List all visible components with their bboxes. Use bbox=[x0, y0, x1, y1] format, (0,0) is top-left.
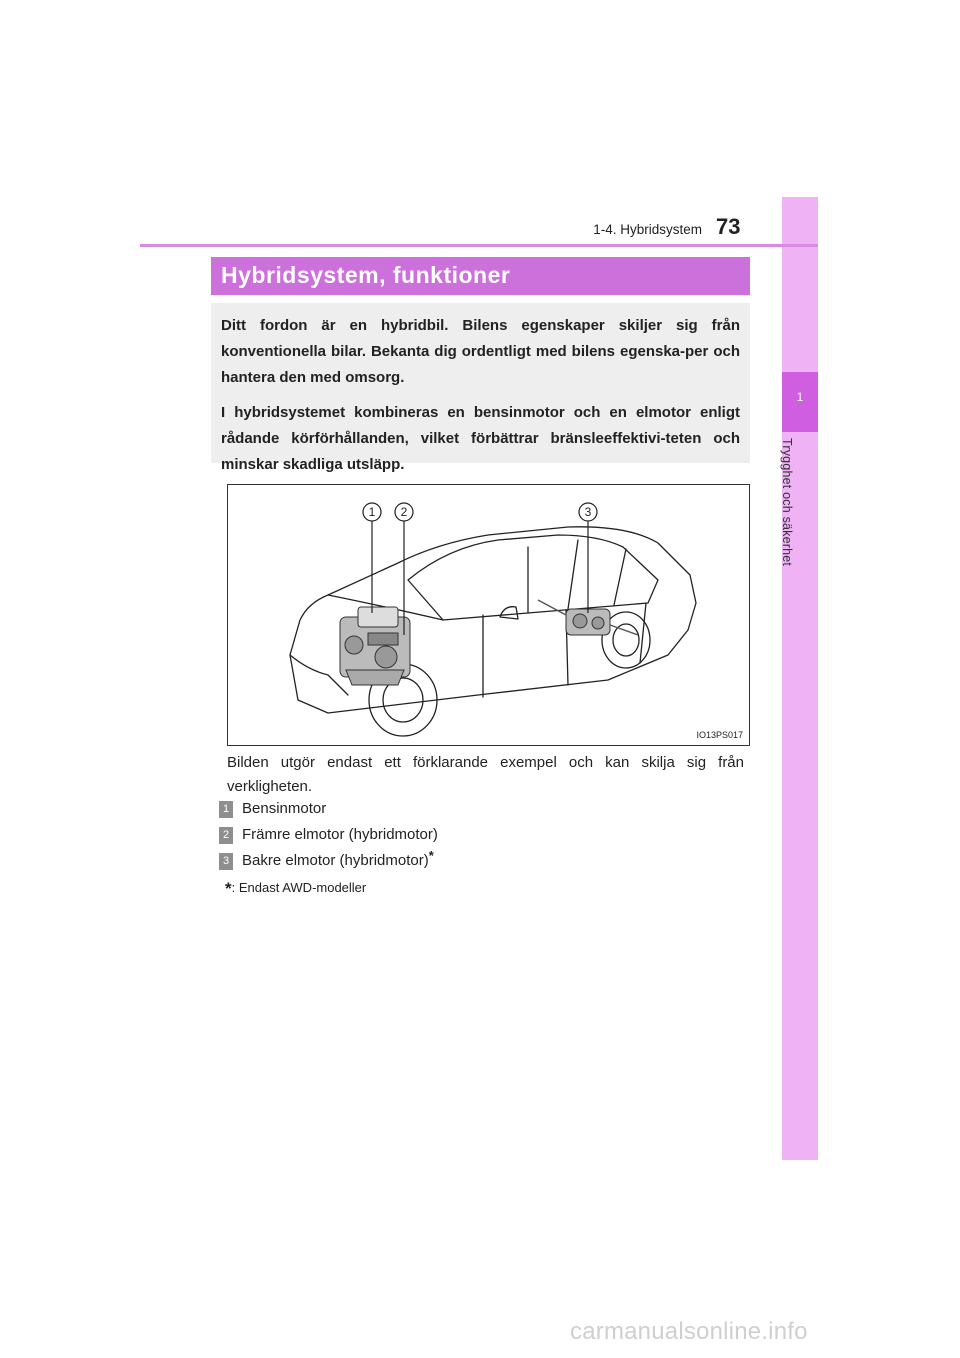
section-title: Hybridsystem, funktioner bbox=[221, 262, 511, 288]
chapter-label: Trygghet och säkerhet bbox=[780, 438, 794, 567]
chapter-number: 1 bbox=[796, 390, 804, 404]
callout-2: 2 bbox=[400, 505, 408, 519]
footnote-star: * bbox=[225, 879, 232, 898]
intro-paragraph-2: I hybridsystemet kombineras en bensinmotor och en elmotor enligt rådande körförhållanden, vilket förbättrar bränsleeffektivi-teten och minskar skadliga utsläpp. bbox=[221, 404, 740, 473]
chapter-side-tab bbox=[782, 197, 818, 1160]
header-section-title: 1-4. Hybridsystem bbox=[593, 222, 702, 237]
section-title-bar bbox=[211, 257, 750, 295]
legend-number-badge: 3 bbox=[219, 853, 233, 870]
footnote-text: : Endast AWD-modeller bbox=[231, 880, 367, 895]
car-drawing bbox=[228, 485, 749, 745]
car-illustration bbox=[227, 484, 750, 746]
callout-1: 1 bbox=[368, 505, 376, 519]
figure-caption: Bilden utgör endast ett förklarande exempel och kan skilja sig från verkligheten. bbox=[227, 754, 744, 795]
legend-label: Bakre elmotor (hybridmotor)* bbox=[242, 848, 434, 869]
legend-label: Bensinmotor bbox=[242, 800, 327, 817]
legend-label: Främre elmotor (hybridmotor) bbox=[242, 826, 438, 843]
intro-paragraph-1: Ditt fordon är en hybridbil. Bilens egenskaper skiljer sig från konventionella bilar. Bekanta dig ordentligt med bilens egenska-per och hantera den med omsorg. bbox=[221, 317, 740, 386]
figure-code: IO13PS017 bbox=[696, 730, 743, 740]
watermark[interactable]: carmanualsonline.info bbox=[570, 1318, 808, 1345]
footnote bbox=[225, 879, 366, 899]
footnote-marker: * bbox=[428, 848, 434, 863]
legend-number-badge: 1 bbox=[219, 801, 233, 818]
page-number: 73 bbox=[716, 214, 741, 239]
callout-3: 3 bbox=[584, 505, 592, 519]
header-divider bbox=[140, 244, 818, 247]
legend-number-badge: 2 bbox=[219, 827, 233, 844]
intro-box bbox=[211, 303, 750, 473]
